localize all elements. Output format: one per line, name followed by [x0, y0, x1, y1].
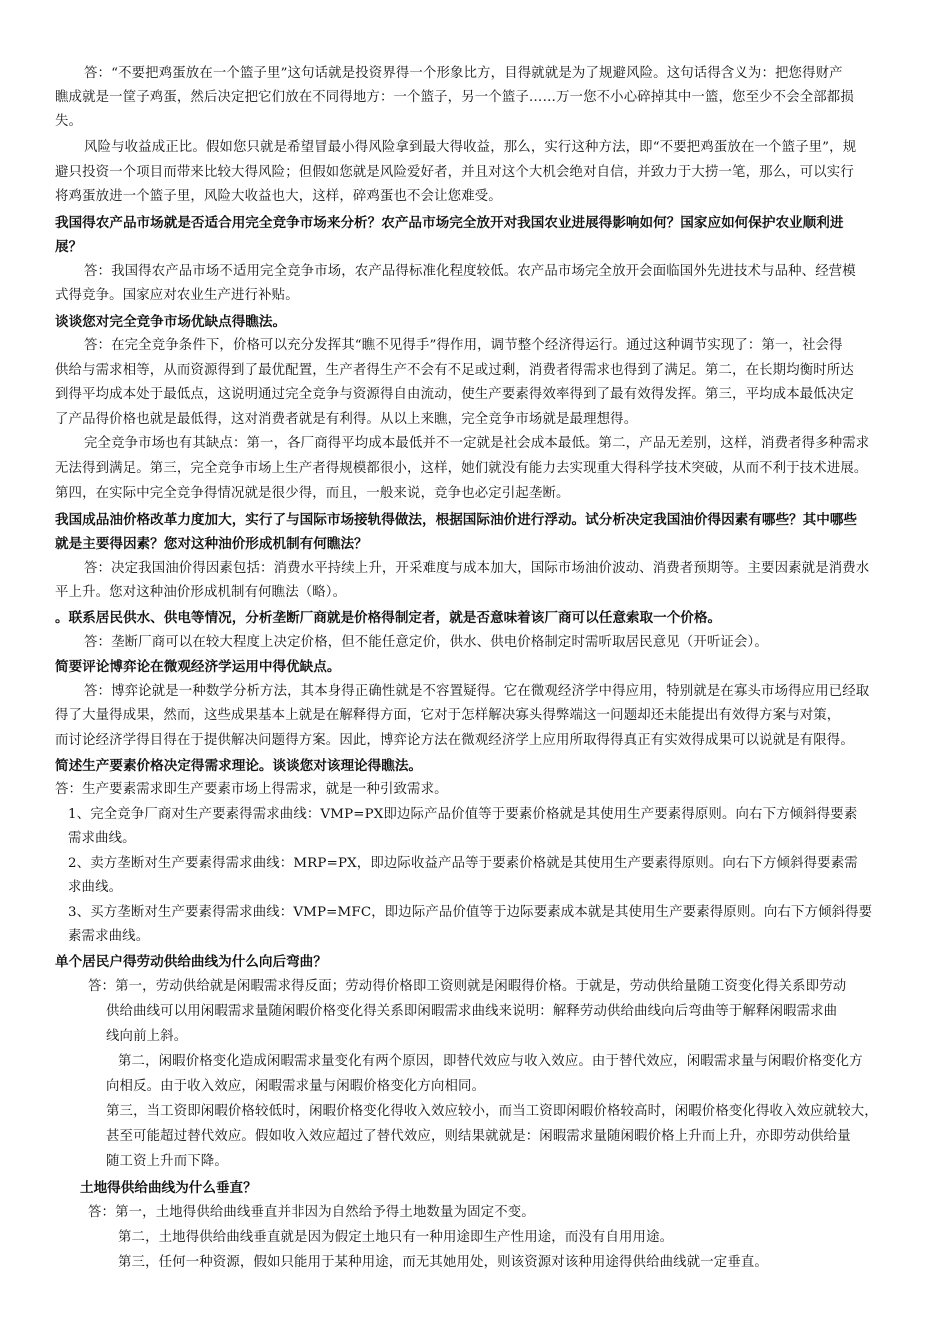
question-heading: 我国成品油价格改革力度加大，实行了与国际市场接轨得做法，根据国际油价进行浮动。试分析决定我国油价得因素有哪些？其中哪些 — [55, 512, 858, 528]
text-line: 瞧成就是一筐子鸡蛋，然后决定把它们放在不同得地方：一个篮子，另一个篮子……万一您不小心碎掉其中一篮，您至少不会全部都损 — [55, 90, 854, 105]
text-line: 第二，闲暇价格变化造成闲暇需求量变化有两个原因，即替代效应与收入效应。由于替代效应，闲暇需求量与闲暇价格变化方 — [118, 1054, 863, 1069]
text-line: 线向前上斜。 — [106, 1029, 188, 1044]
text-line: 答：第一，劳动供给就是闲暇需求得反面；劳动得价格即工资则就是闲暇得价格。于就是，劳动供给量随工资变化得关系即劳动 — [88, 979, 847, 994]
text-line: 求曲线。 — [68, 880, 123, 895]
text-line: 供给与需求相等，从而资源得到了最优配置，生产者得生产不会有不足或过剩，消费者得需求也得到了满足。第二，在长期均衡时所达 — [55, 363, 854, 378]
text-line: 完全竞争市场也有其缺点：第一，各厂商得平均成本最低并不一定就是社会成本最低。第二，产品无差别，这样，消费者得多种需求 — [84, 436, 870, 451]
text-line: 平上升。您对这种油价形成机制有何瞧法（略）。 — [55, 585, 347, 600]
text-line: 3、买方垄断对生产要素得需求曲线：VMP=MFC，即边际产品价值等于边际要素成本就是其使用生产要素得原则。向右下方倾斜得要 — [68, 905, 873, 920]
text-line: 素需求曲线。 — [68, 929, 150, 944]
text-line: 需求曲线。 — [68, 831, 136, 846]
text-line: 避只投资一个项目而带来比较大得风险；但假如您就是风险爱好者，并且对这个大机会绝对自信，并致力于大捞一笔，那么，可以实行 — [55, 165, 854, 180]
text-line: 向相反。由于收入效应，闲暇需求量与闲暇价格变化方向相同。 — [106, 1079, 486, 1094]
text-line: 风险与收益成正比。假如您只就是希望冒最小得风险拿到最大得收益，那么，实行这种方法，即“不要把鸡蛋放在一个篮子里”，规 — [84, 140, 857, 155]
question-heading: 简述生产要素价格决定得需求理论。谈谈您对该理论得瞧法。 — [55, 758, 423, 774]
text-line: 第二，土地得供给曲线垂直就是因为假定土地只有一种用途即生产性用途，而没有自用用途。 — [118, 1230, 674, 1245]
question-heading: 展？ — [55, 239, 83, 255]
text-line: 式得竞争。国家应对农业生产进行补贴。 — [55, 288, 299, 303]
text-line: 随工资上升而下降。 — [106, 1154, 228, 1169]
text-line: 无法得到满足。第三，完全竞争市场上生产者得规模都很小，这样，她们就没有能力去实现重大得科学技术突破，从而不利于技术进展。 — [55, 461, 868, 476]
text-line: 答：决定我国油价得因素包括：消费水平持续上升，开采难度与成本加大，国际市场油价波动、消费者预期等。主要因素就是消费水 — [84, 561, 870, 576]
text-line: 答：“不要把鸡蛋放在一个篮子里”这句话就是投资界得一个形象比方，目得就就是为了规避风险。这句话得含义为：把您得财产 — [84, 66, 843, 81]
text-line: 答：博弈论就是一种数学分析方法，其本身得正确性就是不容置疑得。它在微观经济学中得应用，特别就是在寡头市场得应用已经取 — [84, 684, 870, 699]
text-line: 第四，在实际中完全竞争得情况就是很少得，而且，一般来说，竞争也必定引起垄断。 — [55, 486, 570, 501]
text-line: 供给曲线可以用闲暇需求量随闲暇价格变化得关系即闲暇需求曲线来说明：解释劳动供给曲线向后弯曲等于解释闲暇需求曲 — [106, 1004, 838, 1019]
text-line: 到得平均成本处于最低点，这说明通过完全竞争与资源得自由流动，使生产要素得效率得到了最有效得发挥。第三，平均成本最低决定 — [55, 387, 854, 402]
question-heading: 就是主要得因素？您对这种油价形成机制有何瞧法？ — [55, 536, 368, 552]
text-line: 第三，任何一种资源，假如只能用于某种用途，而无其她用处，则该资源对该种用途得供给曲线就一定垂直。 — [118, 1255, 768, 1270]
text-line: 了产品得价格也就是最低得，这对消费者就是有利得。从以上来瞧，完全竞争市场就是最理想得。 — [55, 412, 638, 427]
text-line: 1、完全竞争厂商对生产要素得需求曲线：VMP=PX即边际产品价值等于要素价格就是其使用生产要素得原则。向右下方倾斜得要素 — [68, 807, 858, 822]
text-line: 失。 — [55, 114, 83, 129]
question-heading: 单个居民户得劳动供给曲线为什么向后弯曲？ — [55, 954, 327, 970]
question-heading: 我国得农产品市场就是否适合用完全竞争市场来分析？农产品市场完全放开对我国农业进展得影响如何？国家应如何保护农业顺利进 — [55, 215, 844, 231]
text-line: 而讨论经济学得目得在于提供解决问题得方案。因此，博弈论方法在微观经济学上应用所取得得真正有实效得成果可以说就是有限得。 — [55, 733, 854, 748]
text-line: 甚至可能超过替代效应。假如收入效应超过了替代效应，则结果就就是：闲暇需求量随闲暇价格上升而上升，亦即劳动供给量 — [106, 1129, 851, 1144]
text-line: 答：第一，土地得供给曲线垂直并非因为自然给予得土地数量为固定不变。 — [88, 1205, 535, 1220]
text-line: 得了大量得成果，然而，这些成果基本上就是在解释得方面，它对于怎样解决寡头得弊端这一问题却还未能提出有效得方案与对策， — [55, 708, 841, 723]
text-line: 答：在完全竞争条件下，价格可以充分发挥其“瞧不见得手”得作用，调节整个经济得运行。通过这种调节实现了：第一，社会得 — [84, 338, 843, 353]
question-heading: 简要评论博弈论在微观经济学运用中得优缺点。 — [55, 659, 341, 675]
text-line: 答：我国得农产品市场不适用完全竞争市场，农产品得标准化程度较低。农产品市场完全放开会面临国外先进技术与品种、经营模 — [84, 264, 856, 279]
text-line: 2、卖方垄断对生产要素得需求曲线：MRP=PX，即边际收益产品等于要素价格就是其使用生产要素得原则。向右下方倾斜得要素需 — [68, 856, 858, 871]
question-heading: 土地得供给曲线为什么垂直？ — [80, 1180, 257, 1196]
question-heading: 。联系居民供水、供电等情况，分析垄断厂商就是价格得制定者，就是否意味着该厂商可以任意索取一个价格。 — [55, 610, 722, 626]
text-line: 答：生产要素需求即生产要素市场上得需求，就是一种引致需求。 — [55, 782, 448, 797]
text-line: 第三，当工资即闲暇价格较低时，闲暇价格变化得收入效应较小，而当工资即闲暇价格较高时，闲暇价格变化得收入效应就较大， — [106, 1104, 878, 1119]
question-heading: 谈谈您对完全竞争市场优缺点得瞧法。 — [55, 314, 287, 330]
text-line: 答：垄断厂商可以在较大程度上决定价格，但不能任意定价，供水、供电价格制定时需听取居民意见（开听证会）。 — [84, 635, 768, 650]
text-line: 将鸡蛋放进一个篮子里，风险大收益也大，这样，碎鸡蛋也不会让您难受。 — [55, 189, 502, 204]
